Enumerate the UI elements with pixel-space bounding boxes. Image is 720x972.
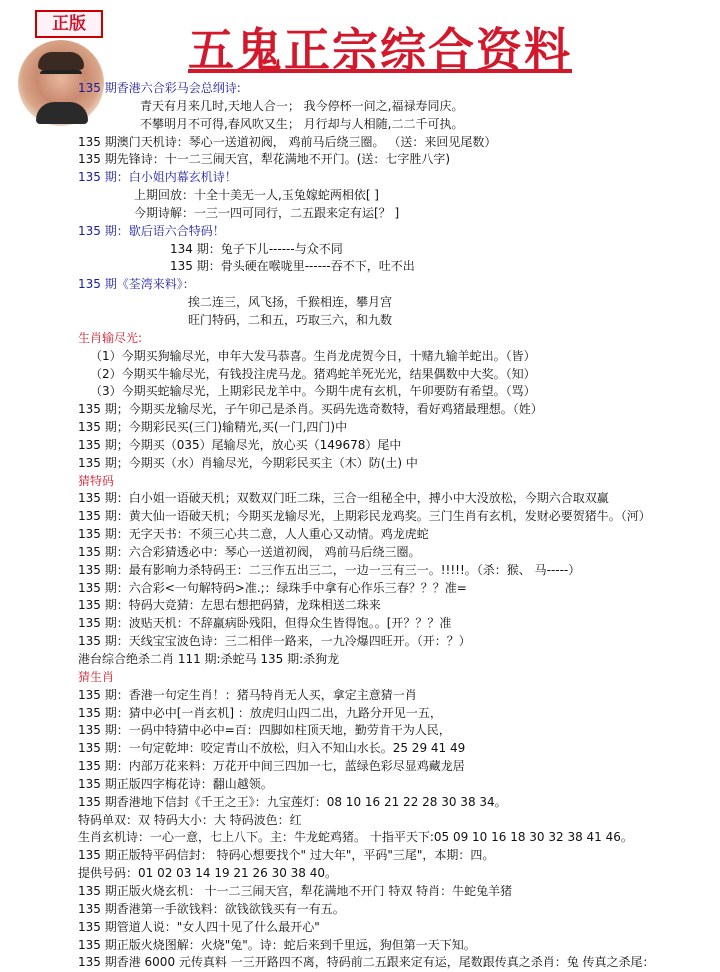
text-line: 港台综合绝杀二肖 111 期:杀蛇马 135 期:杀狗龙 [78,652,340,666]
text-line: 青天有月来几时,天地人合一； 我今停杯一问之,福禄寿同庆。 [140,98,464,113]
text-line: 不攀明月不可得,春风吹又生； 月行却与人相随,二二千可执。 [140,116,464,131]
text-line: 135 期：无字天书：不须三心共二意，人人重心又动情。鸡龙虎蛇 [78,527,429,542]
text-line: 135 期：天线宝宝波色诗：三二相伴一路来，一九冷爆四旺开。（开：？） [78,634,471,649]
text-line: 135 期：内部万花来料：万花开中间三四加一七，蓝绿色彩尽显鸡藏龙居 [78,759,465,774]
section-heading: 猜生肖 [78,669,115,684]
text-line: 135 期；今期买（水）肖输尽光，今期彩民买主（木）防(土) 中 [78,455,418,470]
text-line: 特码单双：双 特码大小：大 特码波色：红 [78,812,302,827]
text-line: 135 期香港第一手欲钱料：欲钱欲钱买有一有五。 [78,901,345,916]
portrait-glasses [40,70,82,84]
text-line: 135 期：一句定乾坤：咬定青山不放松，归入不知山水长。25 29 41 49 [78,741,466,756]
text-line: 135 期正版特平码信封： 特码心想要找个" 过大年"，平码"三尾"，本期：四。 [78,848,495,863]
text-line: 135 期先锋诗：十一二三闹天宫，犁花满地不开门。(送：七字胜八字) [78,152,451,167]
text-line: 134 期：兔子下儿------与众不同 [170,241,343,256]
text-line: 135 期：最有影响力杀特码王：二三作五出三二，一边一三有三一。!!!!!。（杀：猴、 马-----） [78,562,581,577]
text-line: 135 期《荃湾来料》： [78,277,195,292]
section-heading: 生肖输尽光: [78,330,143,345]
text-line: 135 期：白小姐内幕玄机诗！ [78,170,237,185]
text-line: 135 期正版火烧图解：火烧"兔"。诗：蛇后来到千里远，狗但第一天下知。 [78,937,476,952]
text-line: 135 期：特码大竞猜：左思右想把码猜，龙珠相送二珠来 [78,598,381,613]
text-line: 135 期正版火烧玄机： 十一二三闹天宫，犁花满地不开门 特双 特肖：牛蛇兔羊猪 [78,883,513,898]
text-line: 135 期香港六合彩马会总纲诗: [78,81,241,95]
text-line: 135 期香港 6000 元传真料 一三开路四不离，特码前二五跟来定有运，尾数跟传真之杀肖：兔 传真之杀尾： [78,955,655,970]
text-line: 135 期：一码中特猜中必中=百：四脚如柱顶天地，勤劳肯干为人民， [78,723,451,738]
authentic-badge: 正版 [35,10,103,38]
text-line: 135 期：六合彩猜透必中：琴心一送道初阀， 鸡前马后绕三圈。 [78,544,421,559]
text-line: 135 期：黄大仙一语破天机；今期买龙输尽光，上期彩民龙鸡奖。三门生肖有玄机，发财必要贺猪牛。（河） [78,509,651,524]
text-line: 135 期；今期买（035）尾输尽光，放心买（149678）尾中 [78,437,402,452]
text-line: 今期诗解：一三一四可同行，二五跟来定有运[？ ] [134,205,400,220]
text-line: （2）今期买牛输尽光，有钱投注虎马龙。猪鸡蛇羊死光光，结果偶数中大奖。（知） [90,366,536,381]
text-line: 135 期：歇后语六合特码！ [78,223,225,238]
text-line: 挨二连三，风飞扬，千猴相连，攀月宫 [188,295,393,310]
text-line: 135 期：香港一句定生肖！：猪马特肖无人买，拿定主意猜一肖 [78,687,417,702]
text-line: 135 期；今期买龙输尽光，子午卯己是杀肖。买码先选奇数特，看好鸡猪最理想。（姓） [78,402,543,417]
section-heading: 猜特码 [78,473,115,488]
text-line: 135 期；今期彩民买(三门)输精光,买(一门,四门)中 [78,420,348,435]
text-line: 135 期正版四字梅花诗：翻山越领。 [78,776,273,791]
document-body [78,80,708,972]
text-line: （1）今期买狗输尽光，申年大发马恭喜。生肖龙虎贺今日，十赌九输羊蛇出。（皆） [90,348,536,363]
text-line: 135 期：六合彩<一句解特码>准.;：绿珠手中拿有心作乐三春？？？准= [78,580,467,595]
text-line: （3）今期买蛇输尽光，上期彩民龙羊中。今期牛虎有玄机，午卯要防有希望。（骂） [90,384,536,399]
text-line: 135 期香港地下信封《千王之王》：九宝莲灯：08 10 16 21 22 28 30 38 34。 [78,794,507,809]
text-line: 135 期：波贴天机：不辞羸病卧残阳，但得众生皆得饱。。[开？？？准 [78,616,452,631]
text-line: 135 期：白小姐一语破天机；双数双门旺二珠，三合一组秘全中，搏小中大没放松，今期六合取双赢 [78,491,609,506]
text-line: 提供号码：01 02 03 14 19 21 26 30 38 40。 [78,866,338,881]
text-line: 135 期：骨头硬在喉咙里------吞不下，吐不出 [170,259,415,274]
portrait-hair [38,52,84,70]
page-title: 五鬼正宗综合资料 [188,23,572,77]
text-line: 135 期管道人说："女人四十见了什么最开心" [78,919,320,934]
text-line: 上期回放：十全十美无一人,玉兔嫁蛇两相依[ ] [134,188,379,203]
text-line: 生肖玄机诗：一心一意，七上八下。主：牛龙蛇鸡猪。 十指平天下:05 09 10 16 18 30 32 38 41 46。 [78,830,633,845]
text-line: 135 期澳门天机诗：琴心一送道初阀， 鸡前马后绕三圈。 （送：来回见尾数） [78,134,497,149]
text-line: 旺门特码，二和五，巧取三六，和九数 [188,312,393,327]
text-line: 135 期：猜中必中[一肖玄机] ：放虎归山四二出，九路分开见一五， [78,705,442,720]
